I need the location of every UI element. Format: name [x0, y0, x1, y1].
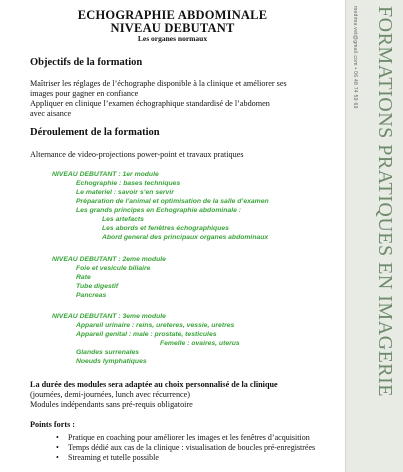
points-item-text: Temps dédié aux cas de la clinique : visualisation de boucles pré-enregistrées: [68, 443, 316, 452]
duree-line: (journées, demi-journées, lunch avec récurrence): [30, 390, 191, 399]
objectifs-line: Maîtriser les réglages de l’échographe disponible à la clinique et améliorer ses: [30, 79, 287, 88]
module2-title: NIVEAU DEBUTANT : 2eme module: [52, 256, 166, 263]
objectifs-line: Appliquer en clinique l’examen échographique standardisé de l’abdomen: [30, 99, 270, 108]
points-item-text: Pratique en coaching pour améliorer les images et les fenêtres d’acquisition: [68, 433, 310, 442]
module3-item: Appareil urinaire : reins, ureteres, vessie, uretres: [76, 322, 235, 329]
module2-item: Tube digestif: [76, 283, 119, 290]
module1-subitem: Les artefacts: [102, 216, 144, 223]
module2-item: Foie et vesicule biliaire: [76, 265, 151, 272]
points-item: [56, 443, 316, 453]
module1-item: Préparation de l’animal et optimisation de la salle d’examen: [76, 198, 269, 205]
deroulement-intro: Alternance de video-projections power-point et travaux pratiques: [30, 150, 244, 159]
module1-title: NIVEAU DEBUTANT : 1er module: [52, 171, 159, 178]
bullet-icon: •: [56, 433, 59, 442]
doc-title-line1: ECHOGRAPHIE ABDOMINALE: [77, 8, 268, 22]
duree-line: Modules indépendants sans pré-requis obligatoire: [30, 400, 193, 409]
module2-item: Pancreas: [76, 292, 107, 299]
module1-subitem: Abord general des principaux organes abdominaux: [102, 234, 269, 241]
sidebar-contact: medima.vet@gmail.com • 06 48 74 59 69: [352, 6, 358, 109]
doc-title-line2: NIVEAU DEBUTANT: [110, 21, 235, 35]
objectifs-line: avec aisance: [30, 109, 72, 118]
module1-item: Le materiel : savoir s’en servir: [76, 189, 174, 196]
bullet-icon: •: [56, 443, 59, 452]
module3-item: Glandes surrenales: [76, 349, 140, 356]
bullet-icon: •: [56, 453, 59, 462]
objectifs-heading: Objectifs de la formation: [30, 57, 143, 68]
points-item-text: Streaming et tutelle possible: [68, 453, 159, 462]
points-heading: Points forts :: [30, 420, 76, 429]
module1-subitem: Les abords et fenêtres échographiques: [102, 225, 229, 232]
doc-subtitle: Les organes normaux: [137, 34, 208, 43]
module3-subitem: Femelle : ovaires, uterus: [160, 340, 240, 347]
deroulement-heading: Déroulement de la formation: [30, 127, 160, 138]
module3-title: NIVEAU DEBUTANT : 3eme module: [52, 313, 166, 320]
duree-heading: La durée des modules sera adaptée au choix personnalisé de la clinique: [30, 380, 278, 389]
objectifs-line: images pour gagner en confiance: [30, 89, 139, 98]
module1-item: Les grands principes en Echographie abdominale :: [76, 207, 242, 214]
points-item: [56, 453, 159, 463]
points-item: [56, 433, 310, 443]
module2-item: Rate: [76, 274, 91, 281]
module3-item: Appareil genital : male : prostate, testicules: [76, 331, 217, 338]
sidebar-title: FORMATIONS PRATIQUES EN IMAGERIE: [374, 6, 396, 398]
module3-item: Noeuds lymphatiques: [76, 358, 147, 365]
module1-item: Echographie : bases techniques: [76, 180, 181, 187]
